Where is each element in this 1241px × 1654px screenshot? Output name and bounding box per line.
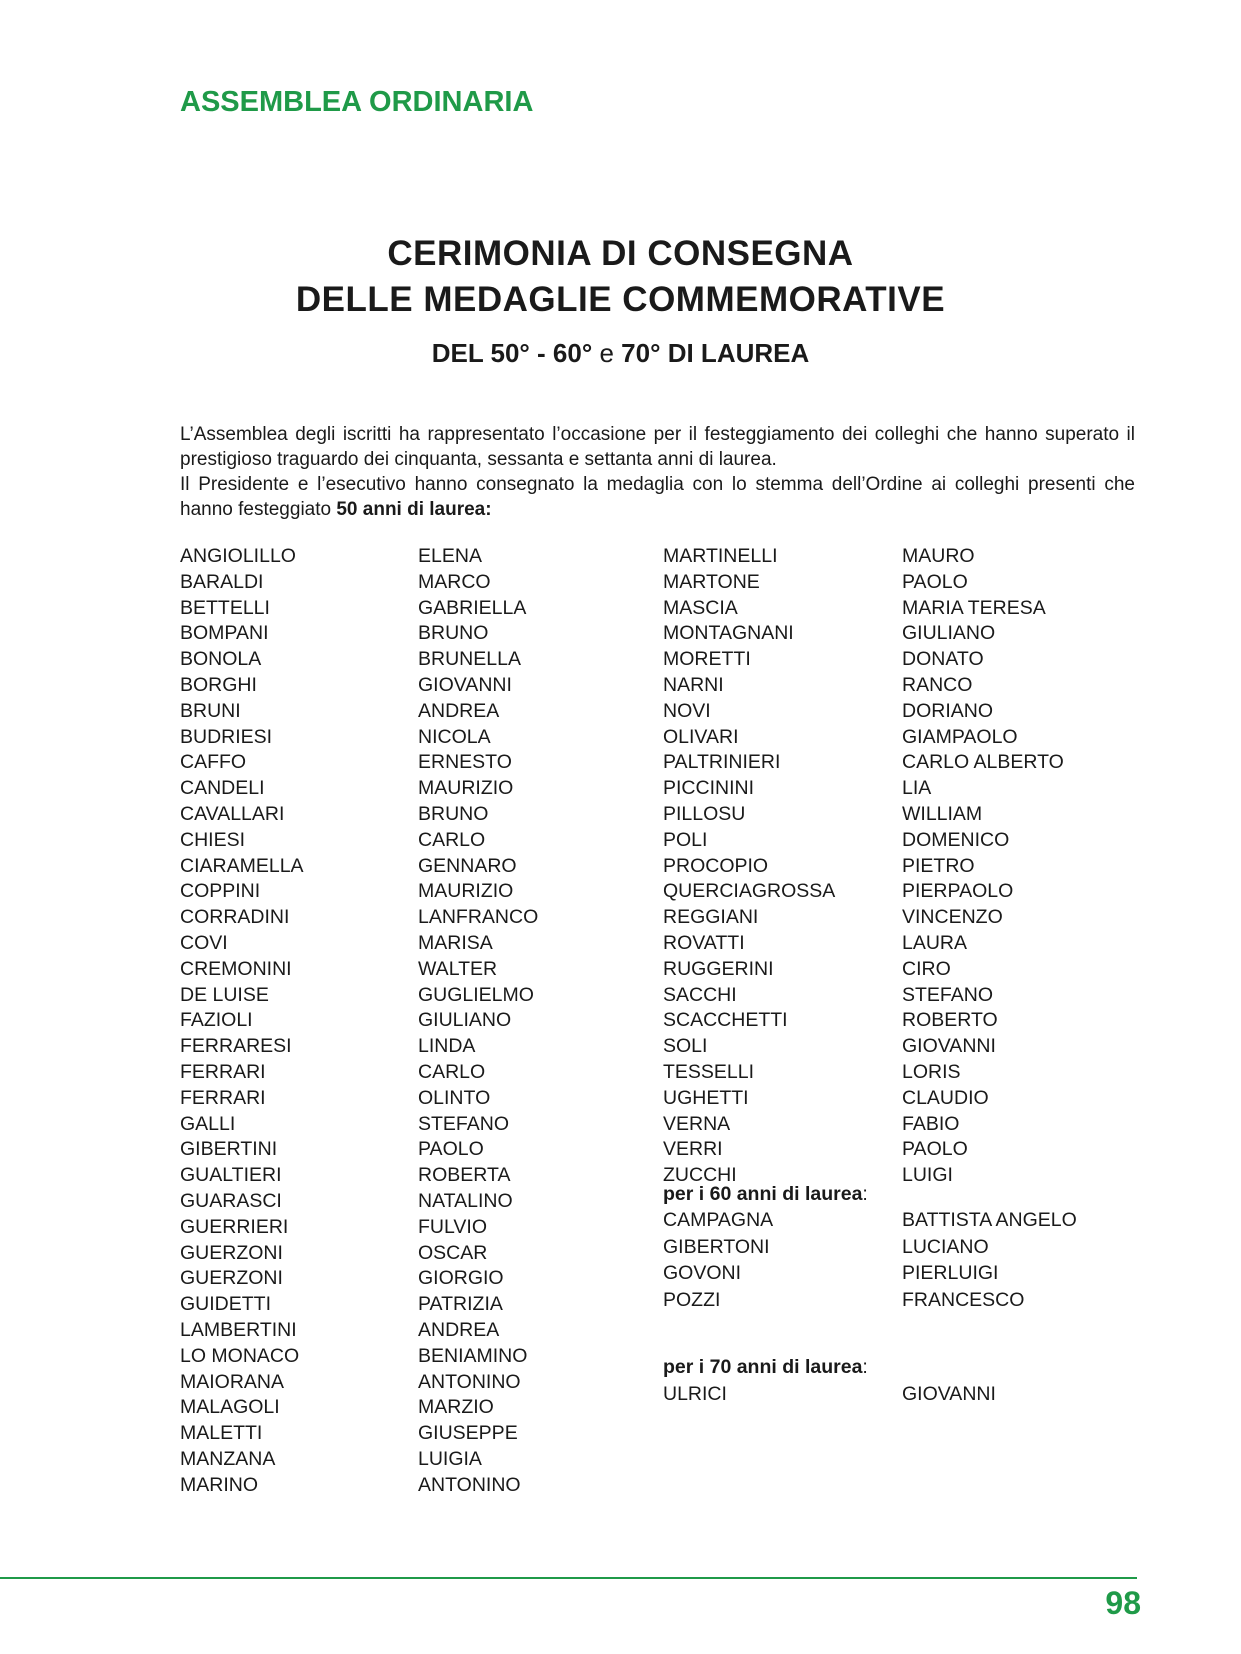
list-60-label-text: per i 60 anni di laurea <box>663 1183 863 1205</box>
page-title-line-2: DELLE MEDAGLIE COMMEMORATIVE <box>295 280 946 319</box>
list-item: GOVONI <box>663 1262 742 1284</box>
list-item: VERRI <box>663 1138 723 1161</box>
list-60-label <box>663 1182 868 1208</box>
list-item: FULVIO <box>418 1215 487 1238</box>
list-item: DOMENICO <box>902 828 1010 851</box>
list-item: WALTER <box>418 957 498 980</box>
section-header: ASSEMBLEA ORDINARIA <box>180 86 534 118</box>
list-item: GIORGIO <box>418 1267 504 1290</box>
list-item: LANFRANCO <box>418 906 539 929</box>
list-50-names-b <box>902 544 1064 1189</box>
list-item: MORETTI <box>663 648 751 671</box>
list-item: NARNI <box>663 673 724 696</box>
list-item: BETTELLI <box>180 596 270 619</box>
list-item: MONTAGNANI <box>663 622 794 645</box>
list-item: PIETRO <box>902 854 975 877</box>
list-50-surnames-a <box>180 544 304 1498</box>
list-item: ULRICI <box>663 1383 727 1405</box>
list-item: MARIA TERESA <box>902 596 1046 619</box>
list-item: QUERCIAGROSSA <box>663 880 836 903</box>
list-item: MALETTI <box>180 1422 263 1445</box>
list-item: PAOLO <box>902 570 968 593</box>
list-item: PROCOPIO <box>663 854 769 877</box>
list-item: BRUNELLA <box>418 648 521 671</box>
list-item: TESSELLI <box>663 1060 755 1083</box>
list-item: NATALINO <box>418 1189 513 1212</box>
list-item: GIULIANO <box>418 1009 512 1032</box>
list-item: LORIS <box>902 1060 961 1083</box>
list-item: STEFANO <box>902 983 994 1006</box>
list-item: MAIORANA <box>180 1370 285 1393</box>
list-item: CIARAMELLA <box>180 854 304 877</box>
list-item: POLI <box>663 828 708 851</box>
list-item: PALTRINIERI <box>663 751 781 774</box>
list-item: GIBERTINI <box>180 1138 278 1161</box>
list-item: ROBERTO <box>902 1009 998 1032</box>
list-item: GALLI <box>180 1112 236 1135</box>
list-item: PIERPAOLO <box>902 880 1014 903</box>
list-item: SCACCHETTI <box>663 1009 788 1032</box>
list-item: GUIDETTI <box>180 1293 271 1316</box>
list-item: ANDREA <box>418 1318 500 1341</box>
list-item: MASCIA <box>663 596 738 619</box>
list-item: GIULIANO <box>902 622 996 645</box>
list-item: BATTISTA ANGELO <box>902 1209 1077 1231</box>
list-item: GUARASCI <box>180 1189 282 1212</box>
list-item: GIUSEPPE <box>418 1422 518 1445</box>
list-item: BRUNO <box>418 802 489 825</box>
list-item: LO MONACO <box>180 1344 300 1367</box>
intro-text <box>180 422 1135 522</box>
list-item: ANTONINO <box>418 1370 521 1393</box>
list-item: FABIO <box>902 1112 960 1135</box>
list-item: DORIANO <box>902 699 994 722</box>
list-item: ANTONINO <box>418 1473 521 1496</box>
list-70-label-colon: : <box>862 1356 868 1378</box>
list-item: LAURA <box>902 931 968 954</box>
list-60-surnames <box>663 1207 773 1313</box>
list-item: GUALTIERI <box>180 1164 282 1187</box>
list-item: SOLI <box>663 1035 708 1058</box>
subtitle-part-b: 70° DI LAUREA <box>621 338 810 368</box>
list-item: CARLO ALBERTO <box>902 751 1064 774</box>
list-item: STEFANO <box>418 1112 510 1135</box>
list-item: GUERZONI <box>180 1267 283 1290</box>
list-item: BARALDI <box>180 570 264 593</box>
list-item: CHIESI <box>180 828 246 851</box>
list-item: ANGIOLILLO <box>180 545 296 567</box>
list-item: LIA <box>902 777 932 800</box>
list-item: GUERRIERI <box>180 1215 289 1238</box>
list-item: MAURIZIO <box>418 880 514 903</box>
list-item: POZZI <box>663 1288 721 1311</box>
list-item: LUIGIA <box>418 1447 482 1470</box>
list-item: FERRARI <box>180 1060 266 1083</box>
list-item: BUDRIESI <box>180 725 273 748</box>
list-item: CIRO <box>902 957 951 980</box>
list-item: FAZIOLI <box>180 1009 253 1032</box>
list-item: GIOVANNI <box>418 673 512 696</box>
list-item: RUGGERINI <box>663 957 774 980</box>
list-60-label-colon: : <box>862 1183 868 1205</box>
list-item: CARLO <box>418 828 486 851</box>
list-item: UGHETTI <box>663 1086 749 1109</box>
intro-50-label: 50 anni di laurea: <box>336 499 492 520</box>
subtitle-conjunction: e <box>599 338 614 368</box>
list-item: VERNA <box>663 1112 731 1135</box>
list-item: RANCO <box>902 673 973 696</box>
list-item: GIAMPAOLO <box>902 725 1018 748</box>
page-number: 98 <box>1105 1585 1141 1621</box>
list-item: CORRADINI <box>180 906 290 929</box>
page-title-line-1: CERIMONIA DI CONSEGNA <box>387 234 854 273</box>
list-item: LUIGI <box>902 1164 953 1187</box>
list-50-names-a <box>418 544 538 1498</box>
list-70-names <box>902 1381 996 1408</box>
list-item: LINDA <box>418 1035 476 1058</box>
list-item: GENNARO <box>418 854 517 877</box>
list-item: MAURIZIO <box>418 777 514 800</box>
list-item: LAMBERTINI <box>180 1318 297 1341</box>
list-item: MARCO <box>418 570 491 593</box>
list-item: PAOLO <box>902 1138 968 1161</box>
list-item: MAURO <box>902 545 975 567</box>
list-item: DE LUISE <box>180 983 269 1006</box>
list-item: PICCININI <box>663 777 755 800</box>
list-item: BONOLA <box>180 648 262 671</box>
list-item: ERNESTO <box>418 751 512 774</box>
list-item: CANDELI <box>180 777 265 800</box>
list-item: BOMPANI <box>180 622 269 645</box>
list-item: MALAGOLI <box>180 1396 280 1419</box>
list-item: WILLIAM <box>902 802 983 825</box>
list-item: GIOVANNI <box>902 1383 996 1405</box>
list-item: ROVATTI <box>663 931 745 954</box>
list-item: BORGHI <box>180 673 257 696</box>
list-item: DONATO <box>902 648 984 671</box>
list-item: FERRARESI <box>180 1035 292 1058</box>
list-item: VINCENZO <box>902 906 1003 929</box>
list-item: ZUCCHI <box>663 1164 737 1187</box>
list-item: OLINTO <box>418 1086 491 1109</box>
list-item: FRANCESCO <box>902 1288 1025 1311</box>
list-item: MANZANA <box>180 1447 276 1470</box>
list-item: GABRIELLA <box>418 596 527 619</box>
list-item: LUCIANO <box>902 1235 989 1258</box>
subtitle-part-a: DEL 50° - 60° <box>431 338 593 368</box>
footer-divider <box>0 1577 1137 1579</box>
list-item: NICOLA <box>418 725 491 748</box>
list-item: COPPINI <box>180 880 261 903</box>
list-item: OSCAR <box>418 1241 488 1264</box>
list-item: REGGIANI <box>663 906 759 929</box>
list-70-label <box>663 1355 868 1381</box>
list-item: GIBERTONI <box>663 1235 770 1258</box>
list-item: BRUNI <box>180 699 241 722</box>
list-item: CAMPAGNA <box>663 1209 774 1231</box>
list-item: SACCHI <box>663 983 737 1006</box>
intro-paragraph-1: L’Assemblea degli iscritti ha rappresentato l’occasione per il festeggiamento dei colleghi che hanno superato il prestigioso traguardo dei cinquanta, sessanta e settanta anni di laurea. <box>180 424 1135 470</box>
list-item: MARZIO <box>418 1396 494 1419</box>
list-item: MARTINELLI <box>663 545 778 567</box>
list-item: NOVI <box>663 699 711 722</box>
intro-paragraph-2 <box>180 472 1135 522</box>
list-item: CARLO <box>418 1060 486 1083</box>
list-item: CLAUDIO <box>902 1086 989 1109</box>
list-item: PIERLUIGI <box>902 1262 999 1284</box>
list-70-label-text: per i 70 anni di laurea <box>663 1356 863 1378</box>
list-50-surnames-b <box>663 544 835 1189</box>
list-70-surnames <box>663 1381 727 1408</box>
page-subtitle <box>0 338 1241 369</box>
list-item: CAVALLARI <box>180 802 285 825</box>
list-item: CREMONINI <box>180 957 292 980</box>
list-item: GUERZONI <box>180 1241 283 1264</box>
list-item: FERRARI <box>180 1086 266 1109</box>
list-item: BENIAMINO <box>418 1344 528 1367</box>
list-item: ANDREA <box>418 699 500 722</box>
list-item: GIOVANNI <box>902 1035 996 1058</box>
list-item: MARINO <box>180 1473 258 1496</box>
intro-paragraph-2-text: Il Presidente e l’esecutivo hanno consegnato la medaglia con lo stemma dell’Ordine ai colleghi presenti che hanno festeggiato <box>180 474 1135 520</box>
list-item: PILLOSU <box>663 802 746 825</box>
list-item: COVI <box>180 931 228 954</box>
list-item: GUGLIELMO <box>418 983 534 1006</box>
list-item: PAOLO <box>418 1138 484 1161</box>
list-item: ELENA <box>418 545 482 567</box>
list-item: MARISA <box>418 931 493 954</box>
list-60-names <box>902 1207 1077 1313</box>
list-item: CAFFO <box>180 751 247 774</box>
list-item: PATRIZIA <box>418 1293 503 1316</box>
list-item: ROBERTA <box>418 1164 511 1187</box>
list-item: OLIVARI <box>663 725 739 748</box>
list-item: MARTONE <box>663 570 760 593</box>
list-item: BRUNO <box>418 622 489 645</box>
